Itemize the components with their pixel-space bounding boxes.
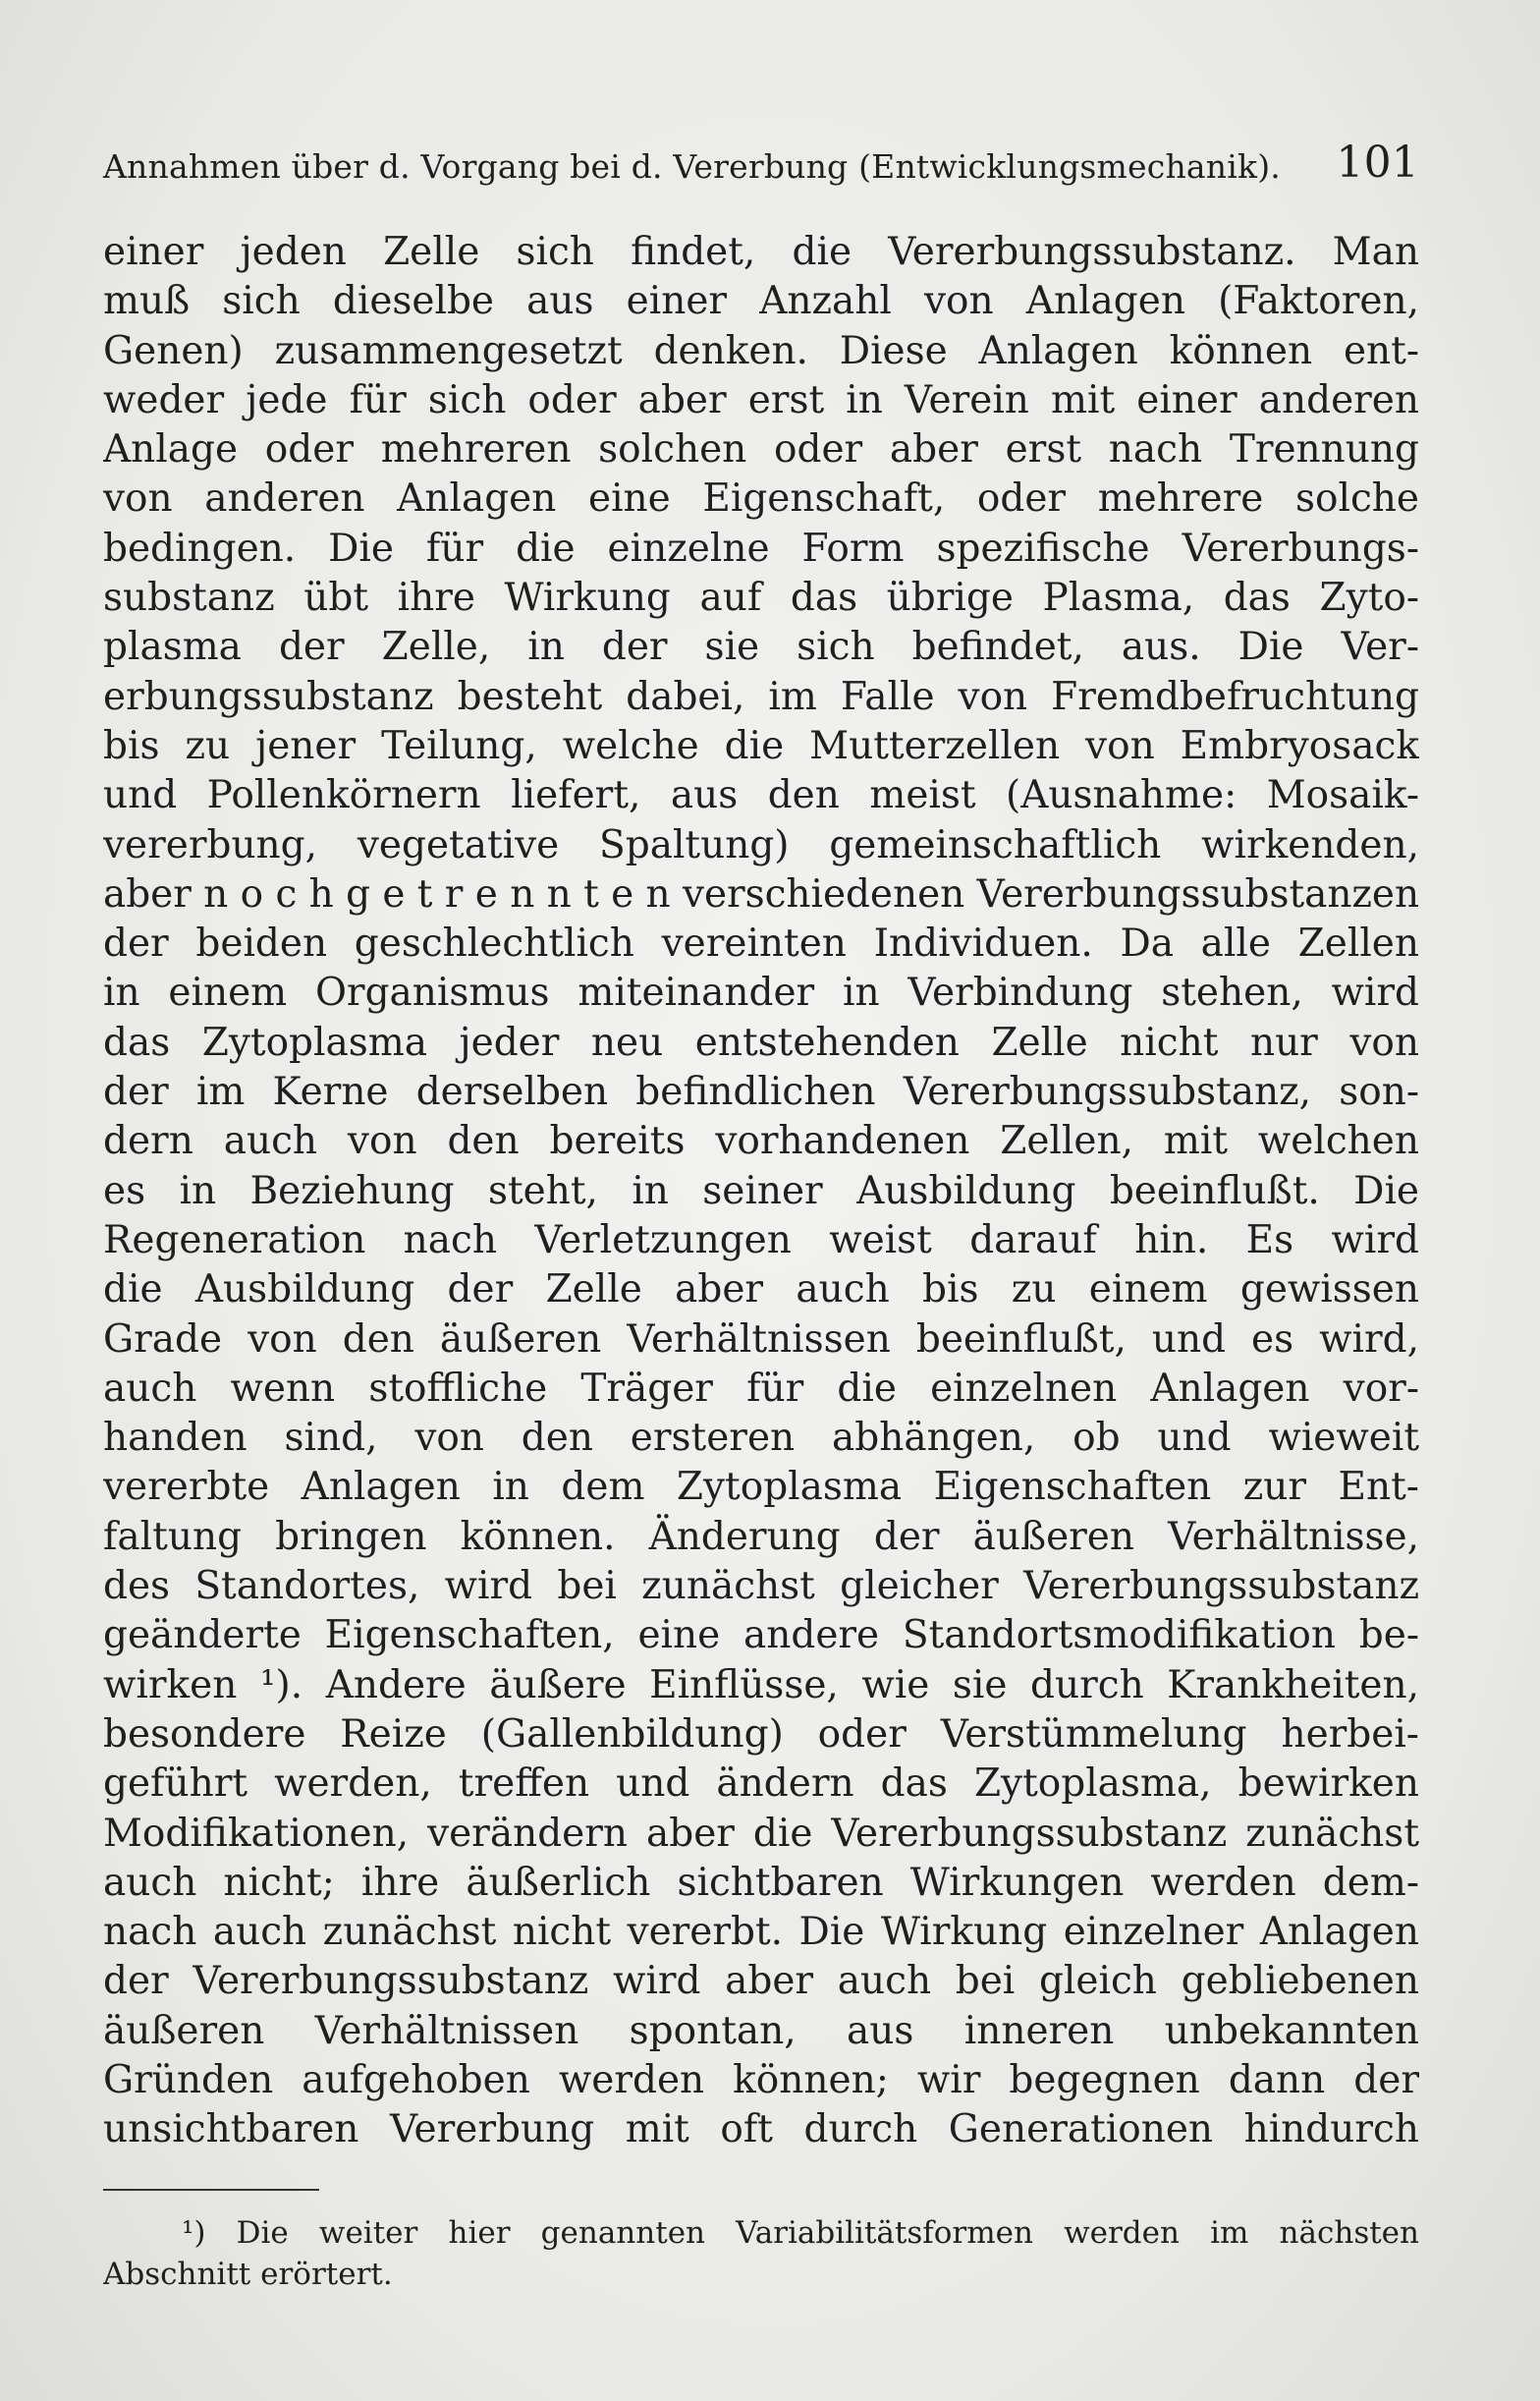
text-line: einer jeden Zelle sich findet, die Vererbungssubstanz. Man — [103, 230, 1419, 274]
text-line: vererbung, vegetative Spaltung) gemeinschaftlich wirkenden, — [103, 822, 1419, 867]
text-line: Regeneration nach Verletzungen weist darauf hin. Es wird — [103, 1217, 1419, 1262]
text-line: des Standortes, wird bei zunächst gleicher Vererbungssubstanz — [103, 1564, 1419, 1609]
text-line: Modifikationen, verändern aber die Vererbungssubstanz zunächst — [103, 1811, 1419, 1856]
text-line: Anlage oder mehreren solchen oder aber erst nach Trennung — [103, 427, 1419, 473]
text-line: von anderen Anlagen eine Eigenschaft, oder mehrere solche — [103, 476, 1419, 522]
text-line: äußeren Verhältnissen spontan, aus inneren unbekannten — [103, 2008, 1419, 2053]
footnote-rule — [103, 2189, 319, 2191]
text-line: es in Beziehung steht, in seiner Ausbildung beeinflußt. Die — [103, 1168, 1419, 1213]
text-line: in einem Organismus miteinander in Verbindung stehen, wird — [103, 971, 1419, 1016]
text-line: unsichtbaren Vererbung mit oft durch Generationen hindurch — [103, 2107, 1419, 2152]
running-title: Annahmen über d. Vorgang bei d. Vererbung (Entwicklungsmechanik). — [103, 147, 1281, 186]
footnote-line: ¹) Die weiter hier genannten Variabilitätsformen werden im nächsten — [182, 2215, 1419, 2251]
page-number: 101 — [1336, 138, 1419, 188]
text-line: wirken ¹). Andere äußere Einflüsse, wie sie durch Krankheiten, — [103, 1662, 1419, 1707]
text-line: die Ausbildung der Zelle aber auch bis zu einem gewissen — [103, 1267, 1419, 1312]
text-line: das Zytoplasma jeder neu entstehenden Zelle nicht nur von — [103, 1020, 1419, 1065]
text-line: plasma der Zelle, in der sie sich befindet, aus. Die Ver- — [103, 625, 1419, 670]
text-line: weder jede für sich oder aber erst in Verein mit einer anderen — [103, 377, 1419, 422]
text-line: Gründen aufgehoben werden können; wir begegnen dann der — [103, 2057, 1419, 2102]
text-line: auch nicht; ihre äußerlich sichtbaren Wirkungen werden dem- — [103, 1860, 1419, 1905]
text-line: der Vererbungssubstanz wird aber auch bei gleich gebliebenen — [103, 1959, 1419, 2004]
text-line: geänderte Eigenschaften, eine andere Standortsmodifikation be- — [103, 1613, 1419, 1658]
text-line: und Pollenkörnern liefert, aus den meist (Ausnahme: Mosaik- — [103, 773, 1419, 818]
text-line: aber n o c h g e t r e n n t e n verschiedenen Vererbungssubstanzen — [103, 871, 1419, 917]
text-line: bis zu jener Teilung, welche die Mutterzellen von Embryosack — [103, 723, 1419, 768]
text-line: geführt werden, treffen und ändern das Zytoplasma, bewirken — [103, 1761, 1419, 1807]
footnote-line: Abschnitt erörtert. — [103, 2257, 393, 2292]
text-line: bedingen. Die für die einzelne Form spezifische Vererbungs- — [103, 526, 1419, 571]
text-line: muß sich dieselbe aus einer Anzahl von Anlagen (Faktoren, — [103, 279, 1419, 324]
text-line: auch wenn stoffliche Träger für die einzelnen Anlagen vor- — [103, 1366, 1419, 1411]
text-line: der beiden geschlechtlich vereinten Individuen. Da alle Zellen — [103, 921, 1419, 967]
text-line: Grade von den äußeren Verhältnissen beeinflußt, und es wird, — [103, 1316, 1419, 1362]
footnote — [103, 2212, 1419, 2295]
text-line: vererbte Anlagen in dem Zytoplasma Eigenschaften zur Ent- — [103, 1465, 1419, 1510]
text-line: der im Kerne derselben befindlichen Vererbungssubstanz, son- — [103, 1070, 1419, 1115]
running-header — [103, 138, 1419, 196]
text-line: erbungssubstanz besteht dabei, im Falle von Fremdbefruchtung — [103, 674, 1419, 719]
text-line: besondere Reize (Gallenbildung) oder Verstümmelung herbei- — [103, 1711, 1419, 1757]
text-line: handen sind, von den ersteren abhängen, ob und wieweit — [103, 1416, 1419, 1461]
text-line: Genen) zusammengesetzt denken. Diese Anlagen können ent- — [103, 328, 1419, 373]
text-line: dern auch von den bereits vorhandenen Zellen, mit welchen — [103, 1119, 1419, 1164]
text-line: faltung bringen können. Änderung der äußeren Verhältnisse, — [103, 1514, 1419, 1559]
body-text — [103, 228, 1419, 2155]
text-line: nach auch zunächst nicht vererbt. Die Wirkung einzelner Anlagen — [103, 1910, 1419, 1955]
text-line: substanz übt ihre Wirkung auf das übrige Plasma, das Zyto- — [103, 576, 1419, 621]
